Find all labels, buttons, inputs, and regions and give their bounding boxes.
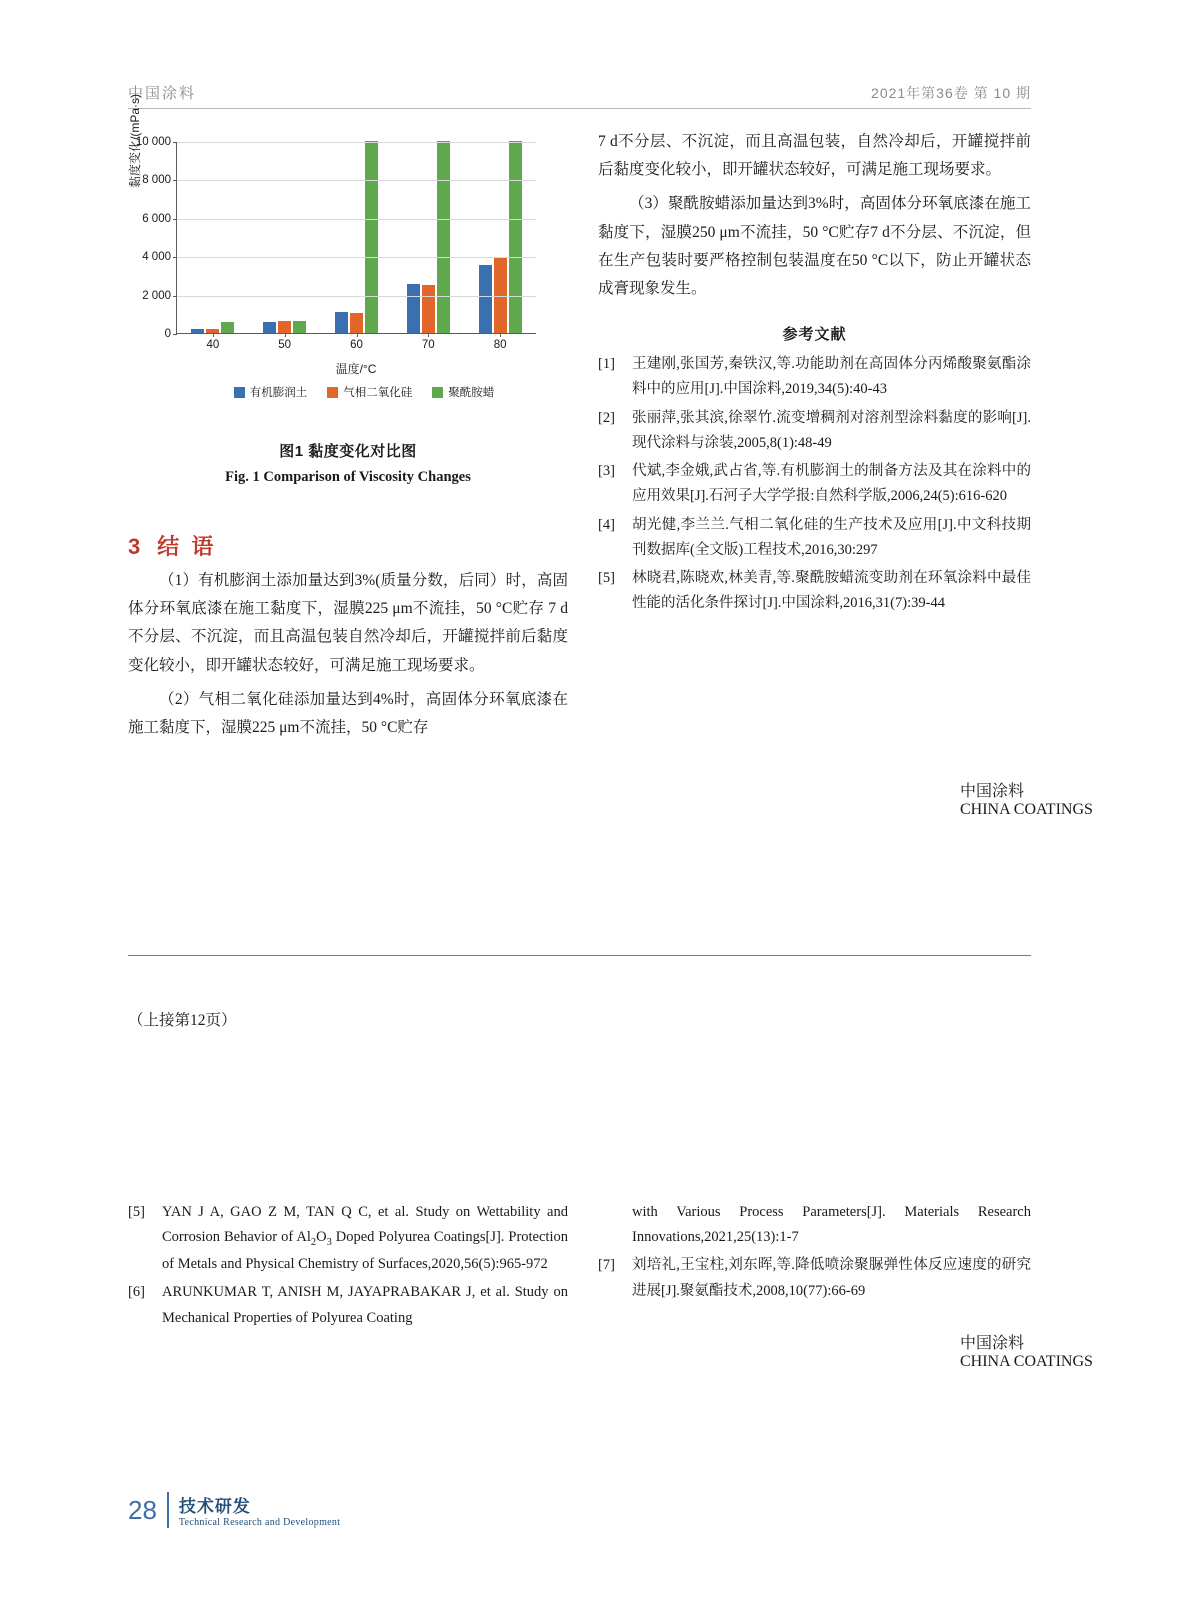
- chart-y-tick-label: 10 000: [135, 136, 171, 148]
- running-head: [128, 82, 1031, 103]
- figure-caption-en: Fig. 1 Comparison of Viscosity Changes: [225, 469, 471, 485]
- paragraph-2: （2）气相二氧化硅添加量达到4%时，高固体分环氧底漆在施工黏度下，湿膜225 μm不流挂，50 °C贮存: [128, 690, 568, 737]
- journal-logo-top: [955, 778, 1093, 819]
- continued-references-right: [598, 1200, 1031, 1304]
- chart-bar-group: [479, 142, 522, 333]
- reference-tag: [6]: [128, 1284, 145, 1301]
- reference-tag: [2]: [598, 409, 615, 426]
- chart-legend-item: [327, 384, 412, 400]
- footer-divider: [167, 1492, 169, 1528]
- continued-left-column: [128, 1200, 568, 1334]
- page-number: 28: [128, 1494, 157, 1525]
- reference-tag: [598, 1200, 632, 1250]
- chart-bar: [479, 265, 492, 333]
- chart-x-tick-label: 50: [278, 339, 292, 351]
- reference-item: [598, 352, 1031, 402]
- chart-x-tick-mark: [428, 333, 429, 337]
- chart-bar: [293, 321, 306, 333]
- chart-y-tick-mark: [173, 142, 177, 143]
- section-divider: [128, 955, 1031, 956]
- reference-tag: [4]: [598, 516, 615, 533]
- viscosity-bar-chart: [128, 94, 568, 399]
- reference-item: [598, 513, 1031, 563]
- chart-legend: [176, 384, 552, 400]
- chart-bar: [365, 141, 378, 333]
- footer-section-en: Technical Research and Development: [178, 1517, 341, 1528]
- reference-tag: [5]: [128, 1204, 145, 1220]
- chart-y-tick-mark: [173, 180, 177, 181]
- chart-bar: [335, 312, 348, 333]
- logo-text-cn: 中国涂料: [960, 783, 1025, 800]
- reference-item: [598, 459, 1031, 509]
- chart-gridline: [177, 180, 536, 181]
- chart-x-tick-label: 60: [350, 339, 363, 351]
- chart-y-tick-label: 4 000: [142, 251, 171, 264]
- journal-name: 中国涂料: [128, 85, 197, 102]
- chart-bar-group: [407, 142, 450, 333]
- header-rule: [128, 108, 1031, 109]
- chart-y-tick-label: 8 000: [142, 174, 171, 187]
- chart-y-axis-label: 黏度变化/(mPa·s): [128, 94, 142, 188]
- issue-info: 2021年第36卷 第 10 期: [871, 85, 1031, 101]
- chart-x-tick-label: 80: [493, 339, 507, 351]
- chart-legend-swatch: [432, 387, 443, 398]
- chart-bar: [350, 313, 363, 333]
- reference-text: 张丽萍,张其滨,徐翠竹.流变增稠剂对溶剂型涂料黏度的影响[J].现代涂料与涂装,2005,8(1):48-49: [632, 409, 1031, 451]
- reference-item: [128, 1280, 568, 1330]
- chart-x-tick-label: 70: [421, 339, 435, 351]
- chart-bar: [263, 322, 276, 333]
- chart-gridline: [177, 257, 536, 258]
- reference-tag: [1]: [598, 356, 615, 373]
- chart-bar: [422, 285, 435, 333]
- chart-gridline: [177, 219, 536, 220]
- reference-text: 刘培礼,王宝柱,刘东晖,等.降低喷涂聚脲弹性体反应速度的研究进展[J].聚氨酯技术,2008,10(77):66-69: [632, 1257, 1031, 1299]
- paragraph-4: （3）聚酰胺蜡添加量达到3%时，高固体分环氧底漆在施工黏度下，湿膜250 μm不流挂，50 °C贮存7 d不分层、不沉淀，但在生产包装时要严格控制包装温度在50 °C以下，防止开罐状态成膏现象发生。: [598, 195, 1031, 298]
- chart-legend-label: 气相二氧化硅: [343, 387, 413, 399]
- reference-item: [598, 1200, 1031, 1250]
- chart-x-tick-mark: [213, 333, 214, 337]
- section-number: 3: [128, 534, 144, 559]
- reference-text: 林晓君,陈晓欢,林美青,等.聚酰胺蜡流变助剂在环氧涂料中最佳性能的活化条件探讨[J].中国涂料,2016,31(7):39-44: [632, 569, 1031, 612]
- chart-bar: [407, 284, 420, 333]
- chart-y-tick-label: 2 000: [142, 289, 171, 302]
- chart-x-axis-label: 温度/°C: [335, 362, 377, 376]
- chart-y-tick-mark: [173, 257, 177, 258]
- paragraph-3: 7 d不分层、不沉淀，而且高温包装，自然冷却后，开罐搅拌前后黏度变化较小，即开罐状态较好，可满足施工现场要求。: [598, 133, 1031, 179]
- chart-legend-label: 聚酰胺蜡: [448, 387, 495, 399]
- chart-bar: [437, 141, 450, 333]
- continued-right-column: [598, 1200, 1031, 1307]
- references-list: [598, 352, 1031, 616]
- reference-text: 王建刚,张国芳,秦铁汉,等.功能助剂在高固体分丙烯酸聚氨酯涂料中的应用[J].中国涂料,2019,34(5):40-43: [632, 356, 1031, 398]
- chart-bar-group: [191, 142, 234, 333]
- chart-bar: [278, 321, 291, 333]
- chart-bar: [221, 322, 234, 333]
- section-heading: [128, 530, 568, 561]
- chart-bar-group: [263, 142, 306, 333]
- reference-tag: [7]: [598, 1257, 615, 1274]
- chart-y-tick-mark: [173, 334, 177, 335]
- chart-legend-swatch: [234, 387, 245, 398]
- reference-item: [598, 406, 1031, 456]
- reference-text: 代斌,李金娥,武占省,等.有机膨润土的制备方法及其在涂料中的应用效果[J].石河子大学学报:自然科学版,2006,24(5):616-620: [632, 463, 1031, 505]
- section-title: 结 语: [157, 534, 217, 559]
- chart-gridline: [177, 296, 536, 297]
- left-column: [128, 94, 568, 742]
- figure-1: [128, 94, 568, 486]
- reference-text: YAN J A, GAO Z M, TAN Q C, et al. Study on Wettability and Corrosion Behavior of $Al_2O_3$ Doped Polyurea Coatings[J]. Protection of Metals and Physical Chemistry of Surfaces,2020,56(5):965-972: [162, 1204, 568, 1273]
- reference-item: [598, 566, 1031, 616]
- chart-y-tick-mark: [173, 219, 177, 220]
- chart-bar: [509, 141, 522, 333]
- chart-gridline: [177, 142, 536, 143]
- footer-section-cn: 技术研发: [178, 1497, 251, 1516]
- right-column: [598, 128, 1031, 619]
- chart-legend-item: [432, 384, 494, 400]
- reference-item: [128, 1200, 568, 1277]
- chart-x-tick-mark: [500, 333, 501, 337]
- chart-bar: [191, 329, 204, 333]
- logo-text-en: CHINA COATINGS: [960, 1353, 1093, 1370]
- journal-logo-bottom: [955, 1330, 1093, 1371]
- reference-item: [598, 1253, 1031, 1303]
- reference-tag: [3]: [598, 463, 615, 480]
- reference-tag: [5]: [598, 569, 615, 586]
- page-footer: [128, 1492, 340, 1528]
- chart-bar-group: [335, 142, 378, 333]
- logo-text-cn: 中国涂料: [960, 1335, 1025, 1352]
- chart-y-tick-label: 0: [164, 328, 171, 340]
- chart-legend-label: 有机膨润土: [249, 387, 308, 399]
- chart-legend-item: [234, 384, 308, 400]
- references-heading: 参考文献: [782, 326, 847, 344]
- figure-caption-cn: 图1 黏度变化对比图: [279, 443, 417, 460]
- chart-x-tick-mark: [285, 333, 286, 337]
- chart-y-tick-label: 6 000: [142, 212, 171, 225]
- chart-plot-area: [135, 136, 536, 351]
- continued-references-left: [128, 1200, 568, 1331]
- chart-x-tick-mark: [357, 333, 358, 337]
- paragraph-1: （1）有机膨润土添加量达到3%(质量分数，后同）时，高固体分环氧底漆在施工黏度下，湿膜225 μm不流挂，50 °C贮存 7 d不分层、不沉淀，而且高温包装自然冷却后，开罐搅拌前后黏度变化较小，即开罐状态较好，可满足施工现场要求。: [128, 572, 568, 674]
- continued-from-note: （上接第12页）: [128, 1012, 237, 1029]
- chart-x-tick-label: 40: [206, 339, 220, 351]
- reference-text: ARUNKUMAR T, ANISH M, JAYAPRABAKAR J, et al. Study on Mechanical Properties of Polyurea Coating: [162, 1284, 568, 1326]
- chart-legend-swatch: [327, 387, 338, 398]
- logo-text-en: CHINA COATINGS: [960, 801, 1093, 818]
- reference-text: with Various Process Parameters[J]. Materials Research Innovations,2021,25(13):1-7: [632, 1204, 1031, 1246]
- reference-text: 胡光健,李兰兰.气相二氧化硅的生产技术及应用[J].中文科技期刊数据库(全文版)工程技术,2016,30:297: [632, 516, 1031, 558]
- chart-y-tick-mark: [173, 296, 177, 297]
